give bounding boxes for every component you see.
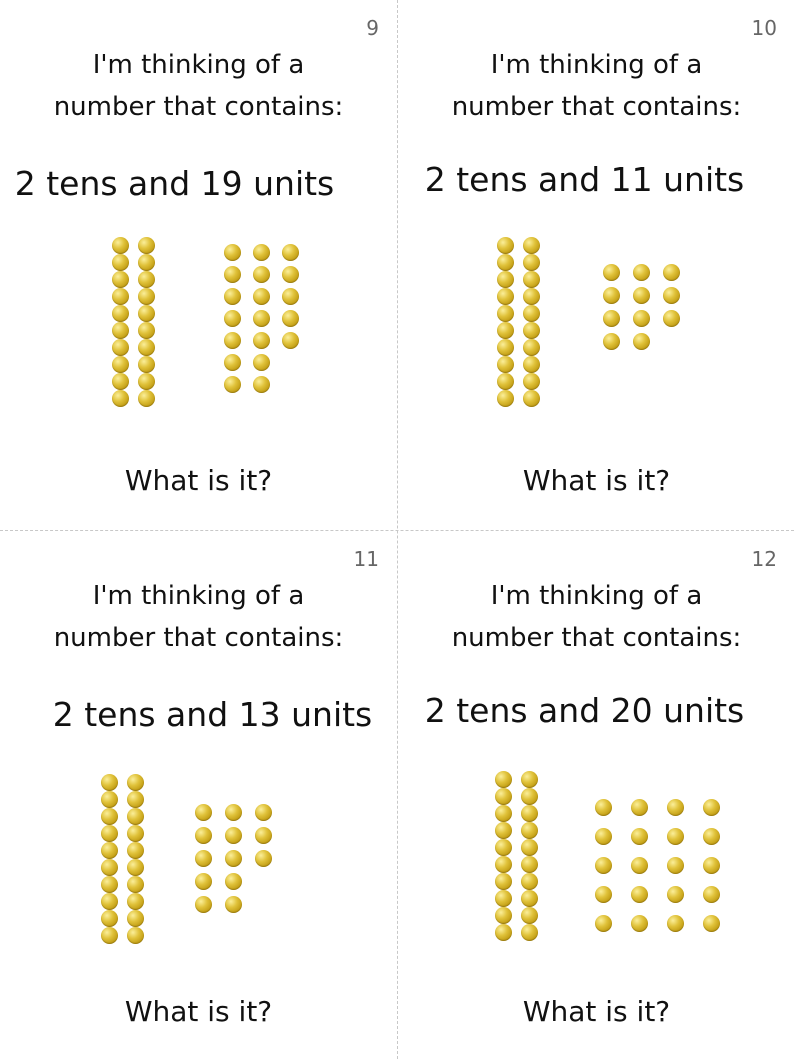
ten-bar-bead	[101, 893, 118, 910]
unit-bead	[253, 332, 270, 349]
unit-bead	[282, 332, 299, 349]
ten-bar-bead	[138, 288, 155, 305]
unit-bead	[703, 886, 720, 903]
ten-bar-bead	[495, 771, 512, 788]
unit-bead	[631, 828, 648, 845]
ten-bar-bead	[112, 339, 129, 356]
ten-bar-bead	[495, 873, 512, 890]
ten-bar-bead	[523, 288, 540, 305]
unit-bead	[603, 333, 620, 350]
ten-bar-bead	[127, 808, 144, 825]
unit-bead	[633, 310, 650, 327]
unit-bead	[703, 915, 720, 932]
ten-bar-bead	[523, 322, 540, 339]
task-card-11	[0, 531, 397, 1060]
ten-bar-bead	[497, 373, 514, 390]
unit-bead	[224, 244, 241, 261]
ten-bar-bead	[101, 825, 118, 842]
unit-bead	[633, 264, 650, 281]
unit-bead	[633, 333, 650, 350]
ten-bar-bead	[127, 876, 144, 893]
ten-bar-bead	[521, 907, 538, 924]
unit-bead	[595, 857, 612, 874]
unit-bead	[667, 886, 684, 903]
clue-text: 2 tens and 19 units	[14, 164, 335, 203]
ten-bar-bead	[127, 910, 144, 927]
unit-bead	[195, 827, 212, 844]
task-card-12	[398, 531, 794, 1060]
unit-bead	[703, 799, 720, 816]
card-number: 10	[751, 16, 777, 40]
ten-bar-bead	[523, 356, 540, 373]
ten-bar-bead	[138, 356, 155, 373]
unit-bead	[667, 828, 684, 845]
ten-bar-bead	[112, 305, 129, 322]
unit-bead	[225, 873, 242, 890]
unit-bead	[255, 804, 272, 821]
ten-bar-bead	[101, 927, 118, 944]
unit-bead	[225, 827, 242, 844]
unit-bead	[224, 332, 241, 349]
ten-bar-bead	[497, 271, 514, 288]
card-number: 12	[751, 547, 777, 571]
ten-bar-bead	[112, 271, 129, 288]
ten-bar-bead	[127, 893, 144, 910]
ten-bar-bead	[138, 254, 155, 271]
unit-bead	[631, 886, 648, 903]
clue-text: 2 tens and 11 units	[424, 160, 745, 199]
bead-illustration	[0, 0, 397, 529]
ten-bar-bead	[112, 373, 129, 390]
unit-bead	[195, 850, 212, 867]
unit-bead	[595, 915, 612, 932]
unit-bead	[225, 804, 242, 821]
ten-bar-bead	[497, 288, 514, 305]
ten-bar-bead	[138, 390, 155, 407]
ten-bar-bead	[495, 924, 512, 941]
ten-bar-bead	[521, 890, 538, 907]
ten-bar-bead	[497, 390, 514, 407]
ten-bar-bead	[495, 788, 512, 805]
unit-bead	[224, 310, 241, 327]
unit-bead	[225, 850, 242, 867]
ten-bar-bead	[497, 356, 514, 373]
ten-bar-bead	[101, 791, 118, 808]
unit-bead	[282, 288, 299, 305]
unit-bead	[224, 354, 241, 371]
prompt-line-2: number that contains:	[53, 92, 344, 122]
ten-bar-bead	[112, 390, 129, 407]
question-text: What is it?	[522, 995, 671, 1028]
unit-bead	[253, 288, 270, 305]
ten-bar-bead	[497, 322, 514, 339]
ten-bar-bead	[495, 805, 512, 822]
prompt-line-2: number that contains:	[451, 92, 742, 122]
ten-bar-bead	[521, 839, 538, 856]
unit-bead	[703, 828, 720, 845]
ten-bar-bead	[495, 856, 512, 873]
unit-bead	[195, 896, 212, 913]
ten-bar-bead	[138, 271, 155, 288]
unit-bead	[667, 799, 684, 816]
ten-bar-bead	[101, 859, 118, 876]
unit-bead	[663, 310, 680, 327]
card-number: 11	[353, 547, 379, 571]
ten-bar-bead	[521, 856, 538, 873]
unit-bead	[255, 850, 272, 867]
ten-bar-bead	[521, 805, 538, 822]
ten-bar-bead	[127, 825, 144, 842]
unit-bead	[253, 266, 270, 283]
ten-bar-bead	[127, 859, 144, 876]
prompt-line-2: number that contains:	[451, 623, 742, 653]
unit-bead	[253, 376, 270, 393]
question-text: What is it?	[124, 995, 273, 1028]
ten-bar-bead	[127, 927, 144, 944]
ten-bar-bead	[127, 842, 144, 859]
ten-bar-bead	[495, 907, 512, 924]
ten-bar-bead	[495, 839, 512, 856]
unit-bead	[663, 264, 680, 281]
ten-bar-bead	[112, 288, 129, 305]
prompt-line-2: number that contains:	[53, 623, 344, 653]
ten-bar-bead	[497, 237, 514, 254]
unit-bead	[631, 915, 648, 932]
unit-bead	[253, 310, 270, 327]
ten-bar-bead	[521, 873, 538, 890]
ten-bar-bead	[112, 254, 129, 271]
bead-illustration	[0, 531, 397, 1060]
unit-bead	[255, 827, 272, 844]
ten-bar-bead	[523, 305, 540, 322]
prompt-line-1: I'm thinking of a	[490, 50, 703, 80]
ten-bar-bead	[127, 791, 144, 808]
unit-bead	[595, 828, 612, 845]
ten-bar-bead	[138, 339, 155, 356]
bead-illustration	[398, 531, 794, 1060]
prompt-line-1: I'm thinking of a	[92, 50, 305, 80]
question-text: What is it?	[124, 464, 273, 497]
unit-bead	[195, 873, 212, 890]
unit-bead	[195, 804, 212, 821]
ten-bar-bead	[138, 305, 155, 322]
ten-bar-bead	[497, 339, 514, 356]
ten-bar-bead	[521, 822, 538, 839]
ten-bar-bead	[521, 788, 538, 805]
ten-bar-bead	[523, 237, 540, 254]
unit-bead	[225, 896, 242, 913]
ten-bar-bead	[521, 924, 538, 941]
unit-bead	[595, 886, 612, 903]
unit-bead	[224, 376, 241, 393]
unit-bead	[667, 915, 684, 932]
ten-bar-bead	[138, 237, 155, 254]
ten-bar-bead	[523, 373, 540, 390]
task-card-10	[398, 0, 794, 529]
unit-bead	[663, 287, 680, 304]
ten-bar-bead	[101, 774, 118, 791]
ten-bar-bead	[101, 910, 118, 927]
unit-bead	[282, 266, 299, 283]
ten-bar-bead	[495, 822, 512, 839]
unit-bead	[253, 354, 270, 371]
ten-bar-bead	[112, 356, 129, 373]
ten-bar-bead	[495, 890, 512, 907]
ten-bar-bead	[497, 305, 514, 322]
unit-bead	[631, 857, 648, 874]
ten-bar-bead	[497, 254, 514, 271]
ten-bar-bead	[101, 876, 118, 893]
card-number: 9	[366, 16, 379, 40]
bead-illustration	[398, 0, 794, 529]
unit-bead	[603, 287, 620, 304]
ten-bar-bead	[523, 254, 540, 271]
ten-bar-bead	[101, 808, 118, 825]
unit-bead	[603, 264, 620, 281]
unit-bead	[595, 799, 612, 816]
ten-bar-bead	[127, 774, 144, 791]
unit-bead	[282, 244, 299, 261]
ten-bar-bead	[112, 237, 129, 254]
ten-bar-bead	[101, 842, 118, 859]
unit-bead	[631, 799, 648, 816]
unit-bead	[603, 310, 620, 327]
clue-text: 2 tens and 13 units	[52, 695, 373, 734]
ten-bar-bead	[112, 322, 129, 339]
unit-bead	[282, 310, 299, 327]
prompt-line-1: I'm thinking of a	[92, 581, 305, 611]
ten-bar-bead	[523, 271, 540, 288]
unit-bead	[224, 288, 241, 305]
unit-bead	[667, 857, 684, 874]
task-card-9	[0, 0, 397, 529]
unit-bead	[703, 857, 720, 874]
ten-bar-bead	[138, 322, 155, 339]
prompt-line-1: I'm thinking of a	[490, 581, 703, 611]
ten-bar-bead	[521, 771, 538, 788]
ten-bar-bead	[523, 339, 540, 356]
unit-bead	[224, 266, 241, 283]
ten-bar-bead	[523, 390, 540, 407]
unit-bead	[253, 244, 270, 261]
clue-text: 2 tens and 20 units	[424, 691, 745, 730]
question-text: What is it?	[522, 464, 671, 497]
ten-bar-bead	[138, 373, 155, 390]
unit-bead	[633, 287, 650, 304]
